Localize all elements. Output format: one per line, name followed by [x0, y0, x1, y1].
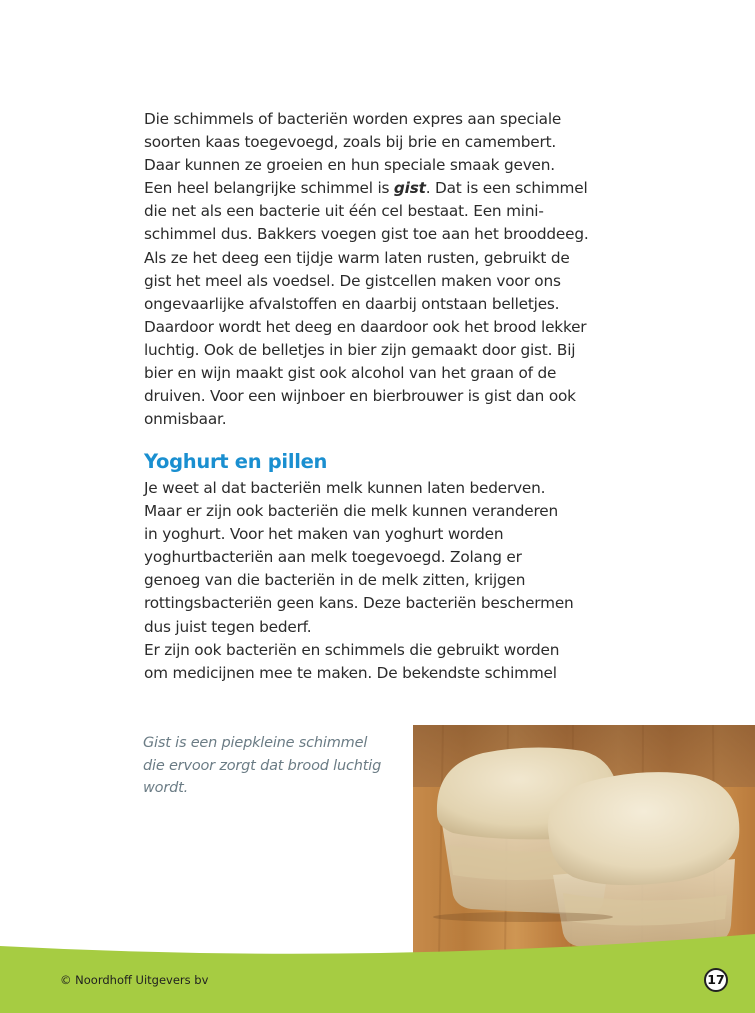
- paragraph-gist: [144, 108, 614, 431]
- text-line: [144, 177, 614, 200]
- text-line: Daar kunnen ze groeien en hun speciale smaak geven.: [144, 156, 555, 175]
- text-fragment: . Dat is een schimmel: [425, 179, 588, 198]
- caption-line: Gist is een piepkleine schimmel: [143, 735, 368, 751]
- text-line: schimmel dus. Bakkers voegen gist toe aan het brooddeeg.: [144, 225, 589, 244]
- copyright-notice: © Noordhoff Uitgevers bv: [60, 973, 209, 987]
- emphasis-gist: gist: [393, 179, 426, 198]
- bread-photo: [413, 725, 755, 957]
- photo-caption: [143, 732, 403, 800]
- text-line: Als ze het deeg een tijdje warm laten rusten, gebruikt de: [144, 248, 570, 267]
- text-line: druiven. Voor een wijnboer en bierbrouwer is gist dan ook: [144, 387, 576, 406]
- section-heading: Yoghurt en pillen: [144, 450, 328, 473]
- text-line: ongevaarlijke afvalstoffen en daarbij ontstaan belletjes.: [144, 294, 560, 313]
- text-line: luchtig. Ook de belletjes in bier zijn gemaakt door gist. Bij: [144, 340, 576, 359]
- text-line: Je weet al dat bacteriën melk kunnen laten bederven.: [144, 479, 546, 497]
- bread-loaves-image: [413, 725, 755, 957]
- text-line: om medicijnen mee te maken. De bekendste schimmel: [144, 663, 557, 682]
- text-line: in yoghurt. Voor het maken van yoghurt worden: [144, 525, 504, 544]
- text-line: die net als een bacterie uit één cel bestaat. Een mini-: [144, 202, 544, 221]
- page-number: 17: [704, 968, 728, 992]
- text-fragment: Een heel belangrijke schimmel is: [144, 179, 394, 198]
- text-line: Daardoor wordt het deeg en daardoor ook het brood lekker: [144, 317, 587, 336]
- paragraph-yoghurt: [144, 477, 614, 685]
- text-line: yoghurtbacteriën aan melk toegevoegd. Zolang er: [144, 548, 522, 567]
- text-line: soorten kaas toegevoegd, zoals bij brie en camembert.: [144, 133, 557, 152]
- footer-wave: [0, 930, 755, 1013]
- caption-line: die ervoor zorgt dat brood luchtig: [143, 757, 382, 774]
- text-line: Maar er zijn ook bacteriën die melk kunnen veranderen: [144, 502, 558, 521]
- text-line: onmisbaar.: [144, 410, 227, 429]
- text-line: Die schimmels of bacteriën worden expres aan speciale: [144, 110, 562, 128]
- text-line: bier en wijn maakt gist ook alcohol van het graan of de: [144, 364, 557, 383]
- text-line: genoeg van die bacteriën in de melk zitten, krijgen: [144, 571, 526, 590]
- text-line: gist het meel als voedsel. De gistcellen maken voor ons: [144, 271, 561, 290]
- caption-line: wordt.: [143, 780, 188, 797]
- text-line: rottingsbacteriën geen kans. Deze bacteriën beschermen: [144, 594, 574, 613]
- text-line: dus juist tegen bederf.: [144, 617, 312, 636]
- text-line: Er zijn ook bacteriën en schimmels die gebruikt worden: [144, 640, 560, 659]
